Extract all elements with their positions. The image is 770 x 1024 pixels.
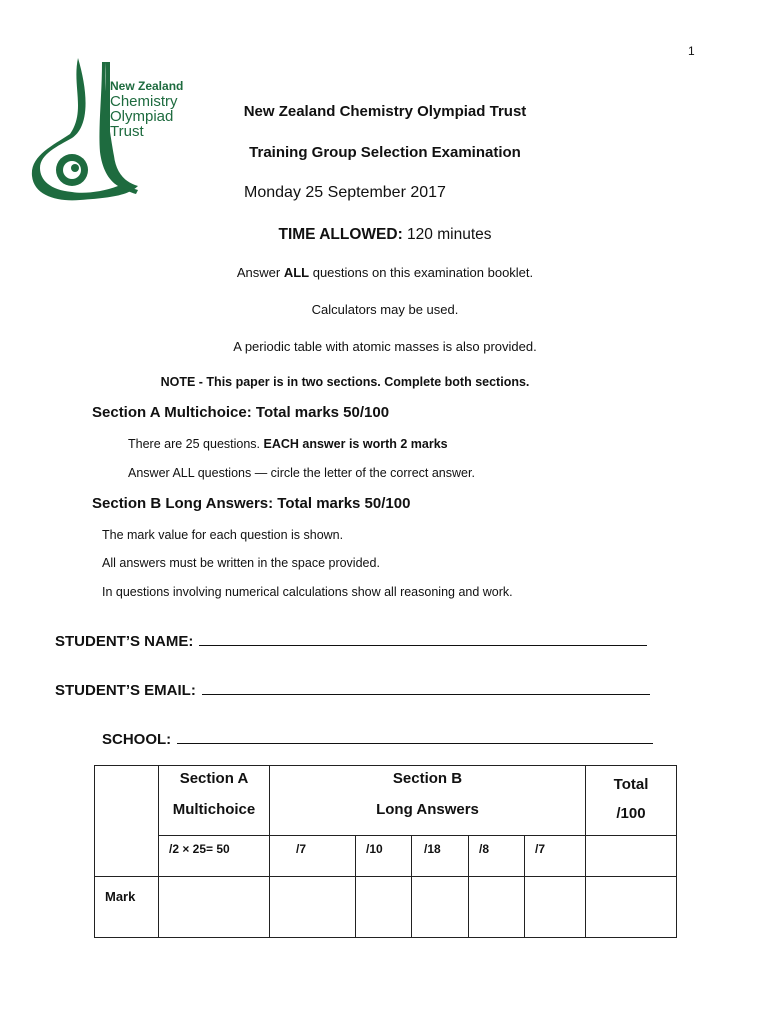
- section-a-line2: Answer ALL questions — circle the letter of the correct answer.: [128, 466, 475, 480]
- total-max-cell: [586, 836, 677, 877]
- b-q3-max: /18: [412, 836, 469, 877]
- section-a-line1-pre: There are 25 questions.: [128, 437, 264, 451]
- instruction-periodic: A periodic table with atomic masses is also provided.: [233, 339, 537, 354]
- header-total: [586, 766, 677, 836]
- b-q1-max: /7: [270, 836, 356, 877]
- page-number: 1: [688, 44, 695, 58]
- mark-cell-b-q1[interactable]: [270, 877, 356, 938]
- instruction-answer-bold: ALL: [283, 265, 310, 280]
- header-section-b-line2: Long Answers: [376, 801, 479, 818]
- student-name-field[interactable]: [55, 631, 647, 650]
- student-email-line[interactable]: [202, 680, 650, 695]
- time-label: TIME ALLOWED:: [278, 226, 403, 243]
- marks-table: [94, 765, 677, 938]
- exam-title: Training Group Selection Examination: [249, 144, 521, 161]
- section-a-line1-bold: EACH answer is worth 2 marks: [263, 437, 448, 451]
- section-b-line1: The mark value for each question is shown.: [102, 528, 344, 542]
- instruction-note: NOTE - This paper is in two sections. Complete both sections.: [160, 375, 530, 389]
- mark-cell-section-a[interactable]: [159, 877, 270, 938]
- section-b-heading: [92, 495, 410, 512]
- header-section-b-line1: Section B: [392, 770, 463, 787]
- section-a-max: /2 × 25= 50: [159, 836, 270, 877]
- exam-date: Monday 25 September 2017: [244, 184, 446, 201]
- instruction-calculators: Calculators may be used.: [311, 302, 459, 317]
- time-allowed: [0, 226, 770, 244]
- section-a-marks: : Total marks 50/100: [246, 404, 390, 421]
- section-b-marks: : Total marks 50/100: [268, 495, 411, 512]
- logo-line1: New Zealand: [110, 79, 184, 93]
- mark-cell-b-q4[interactable]: [469, 877, 525, 938]
- trust-title: New Zealand Chemistry Olympiad Trust: [243, 103, 527, 120]
- mark-cell-b-q2[interactable]: [356, 877, 412, 938]
- school-field[interactable]: [102, 729, 653, 748]
- instruction-answer-pre: Answer: [236, 265, 284, 280]
- section-a-title: Section A Multichoice: [92, 404, 247, 421]
- logo-line4: Trust: [110, 123, 144, 140]
- logo-line3: Olympiad: [110, 108, 174, 125]
- header-section-a-line2: Multichoice: [172, 801, 256, 818]
- header-section-a-line1: Section A: [179, 770, 249, 787]
- student-email-field[interactable]: [55, 680, 650, 699]
- student-email-label: STUDENT’S EMAIL:: [55, 682, 196, 699]
- header-section-b: [270, 766, 586, 836]
- mark-cell-total[interactable]: [586, 877, 677, 938]
- school-label: SCHOOL:: [102, 731, 172, 748]
- header-section-a: [159, 766, 270, 836]
- mark-cell-b-q3[interactable]: [412, 877, 469, 938]
- section-b-line3: In questions involving numerical calculations show all reasoning and work.: [102, 585, 513, 599]
- mark-row-label: Mark: [95, 877, 159, 938]
- b-q2-max: /10: [356, 836, 412, 877]
- student-name-line[interactable]: [199, 631, 647, 646]
- header-total-line2: /100: [616, 805, 646, 822]
- header-total-line1: Total: [613, 776, 649, 793]
- instruction-answer: [0, 265, 770, 280]
- instruction-answer-post: questions on this examination booklet.: [309, 265, 534, 280]
- mark-cell-b-q5[interactable]: [525, 877, 586, 938]
- b-q4-max: /8: [469, 836, 525, 877]
- student-name-label: STUDENT’S NAME:: [55, 633, 194, 650]
- section-a-heading: [92, 404, 389, 421]
- section-b-title: Section B Long Answers: [92, 495, 269, 512]
- section-b-line2: All answers must be written in the space provided.: [102, 556, 380, 570]
- time-value: 120 minutes: [402, 226, 492, 243]
- table-corner-cell: [95, 766, 159, 877]
- b-q5-max: /7: [525, 836, 586, 877]
- school-line[interactable]: [177, 729, 653, 744]
- section-a-line1: [128, 437, 448, 451]
- logo-line2: Chemistry: [110, 93, 178, 110]
